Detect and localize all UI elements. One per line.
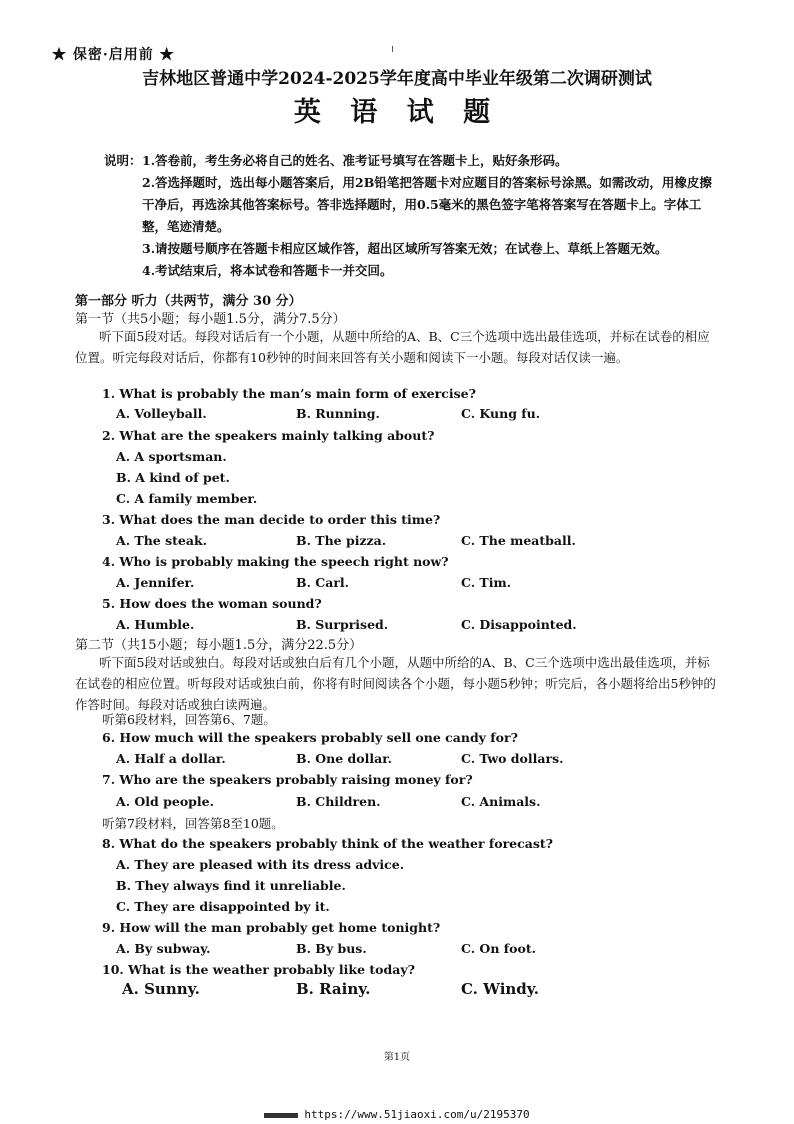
option-b: B. A kind of pet. — [116, 470, 230, 485]
option-a: A. Old people. — [116, 794, 214, 809]
option-c: C. Animals. — [461, 794, 541, 809]
section1-heading: 第一节（共5小题；每小题1.5分，满分7.5分） — [75, 312, 346, 327]
option-c: C. On foot. — [461, 941, 536, 956]
option-b: B. Surprised. — [296, 617, 389, 632]
option-b: B. Carl. — [296, 575, 350, 590]
confidential-label: ★ 保密·启用前 ★ — [52, 47, 175, 63]
option-a: A. Half a dollar. — [116, 751, 226, 766]
option-a: A. Volleyball. — [116, 406, 207, 421]
option-a: A. The steak. — [116, 533, 207, 548]
scan-mark — [392, 46, 393, 52]
instruction-item: 3.请按题号顺序在答题卡相应区域作答，超出区域所写答案无效；在试卷上、草纸上答题无效。 — [142, 241, 668, 256]
question-stem: 1. What is probably the man’s main form of exercise? — [102, 386, 476, 401]
question-stem: 2. What are the speakers mainly talking about? — [102, 428, 435, 443]
part1-heading: 第一部分 听力（共两节，满分 30 分） — [75, 294, 302, 309]
option-b: B. By bus. — [296, 941, 367, 956]
option-a: A. A sportsman. — [116, 449, 227, 464]
option-b: B. The pizza. — [296, 533, 387, 548]
exam-title: 吉林地区普通中学2024-2025学年度高中毕业年级第二次调研测试 — [142, 69, 652, 89]
instructions-label: 说明： — [104, 153, 142, 168]
instruction-item: 1.答卷前，考生务必将自己的姓名、准考证号填写在答题卡上，贴好条形码。 — [142, 153, 568, 168]
option-c: C. Two dollars. — [461, 751, 564, 766]
material-note: 听第6段材料，回答第6、7题。 — [102, 712, 276, 727]
question-stem: 9. How will the man probably get home tonight? — [102, 920, 441, 935]
option-c: C. The meatball. — [461, 533, 576, 548]
section2-heading: 第二节（共15小题；每小题1.5分，满分22.5分） — [75, 638, 363, 653]
question-stem: 10. What is the weather probably like today? — [102, 962, 415, 977]
question-stem: 5. How does the woman sound? — [102, 596, 322, 611]
option-a: A. Humble. — [116, 617, 195, 632]
page-number: 第1页 — [383, 1052, 411, 1063]
option-b: B. Running. — [296, 406, 380, 421]
material-note: 听第7段材料，回答第8至10题。 — [102, 816, 284, 831]
question-stem: 6. How much will the speakers probably sell one candy for? — [102, 730, 518, 745]
section2-directions: 听下面5段对话或独白。每段对话或独白后有几个小题，从题中所给的A、B、C三个选项中选出最佳选项，并标在试卷的相应位置。听每段对话或独白前，你将有时间阅读各个小题，每小题5秒钟；听完后，各小题将给出5秒钟的作答时间。每段对话或独白读两遍。 — [75, 655, 716, 712]
site-logo-icon — [264, 1113, 298, 1118]
instruction-item: 2.答选择题时，选出每小题答案后，用2B铅笔把答题卡对应题目的答案标号涂黑。如需改动，用橡皮擦干净后，再选涂其他答案标号。答非选择题时，用0.5毫米的黑色签字笔将答案写在答题卡上。字体工整，笔迹清楚。 — [142, 175, 712, 234]
question-stem: 7. Who are the speakers probably raising money for? — [102, 772, 473, 787]
option-c: C. Disappointed. — [461, 617, 577, 632]
option-b: B. They always find it unreliable. — [116, 878, 346, 893]
option-c: C. A family member. — [116, 491, 258, 506]
watermark-url: https://www.51jiaoxi.com/u/2195370 — [304, 1108, 530, 1121]
subject-title: 英 语 试 题 — [293, 97, 501, 128]
option-b: B. Children. — [296, 794, 381, 809]
option-c: C. Tim. — [461, 575, 512, 590]
question-stem: 3. What does the man decide to order this time? — [102, 512, 441, 527]
question-stem: 4. Who is probably making the speech right now? — [102, 554, 449, 569]
option-a: A. By subway. — [116, 941, 211, 956]
option-c: C. Kung fu. — [461, 406, 541, 421]
watermark — [0, 1108, 794, 1121]
question-stem: 8. What do the speakers probably think of the weather forecast? — [102, 836, 553, 851]
option-c: C. Windy. — [461, 980, 540, 998]
option-a: A. Jennifer. — [116, 575, 195, 590]
instruction-item: 4.考试结束后，将本试卷和答题卡一并交回。 — [142, 263, 393, 278]
option-c: C. They are disappointed by it. — [116, 899, 330, 914]
option-b: B. One dollar. — [296, 751, 393, 766]
section1-directions: 听下面5段对话。每段对话后有一个小题，从题中所给的A、B、C三个选项中选出最佳选项，并标在试卷的相应位置。听完每段对话后，你都有10秒钟的时间来回答有关小题和阅读下一小题。每段对话仅读一遍。 — [75, 329, 710, 365]
option-b: B. Rainy. — [296, 980, 371, 998]
option-a: A. Sunny. — [122, 980, 200, 998]
option-a: A. They are pleased with its dress advice. — [116, 857, 405, 872]
